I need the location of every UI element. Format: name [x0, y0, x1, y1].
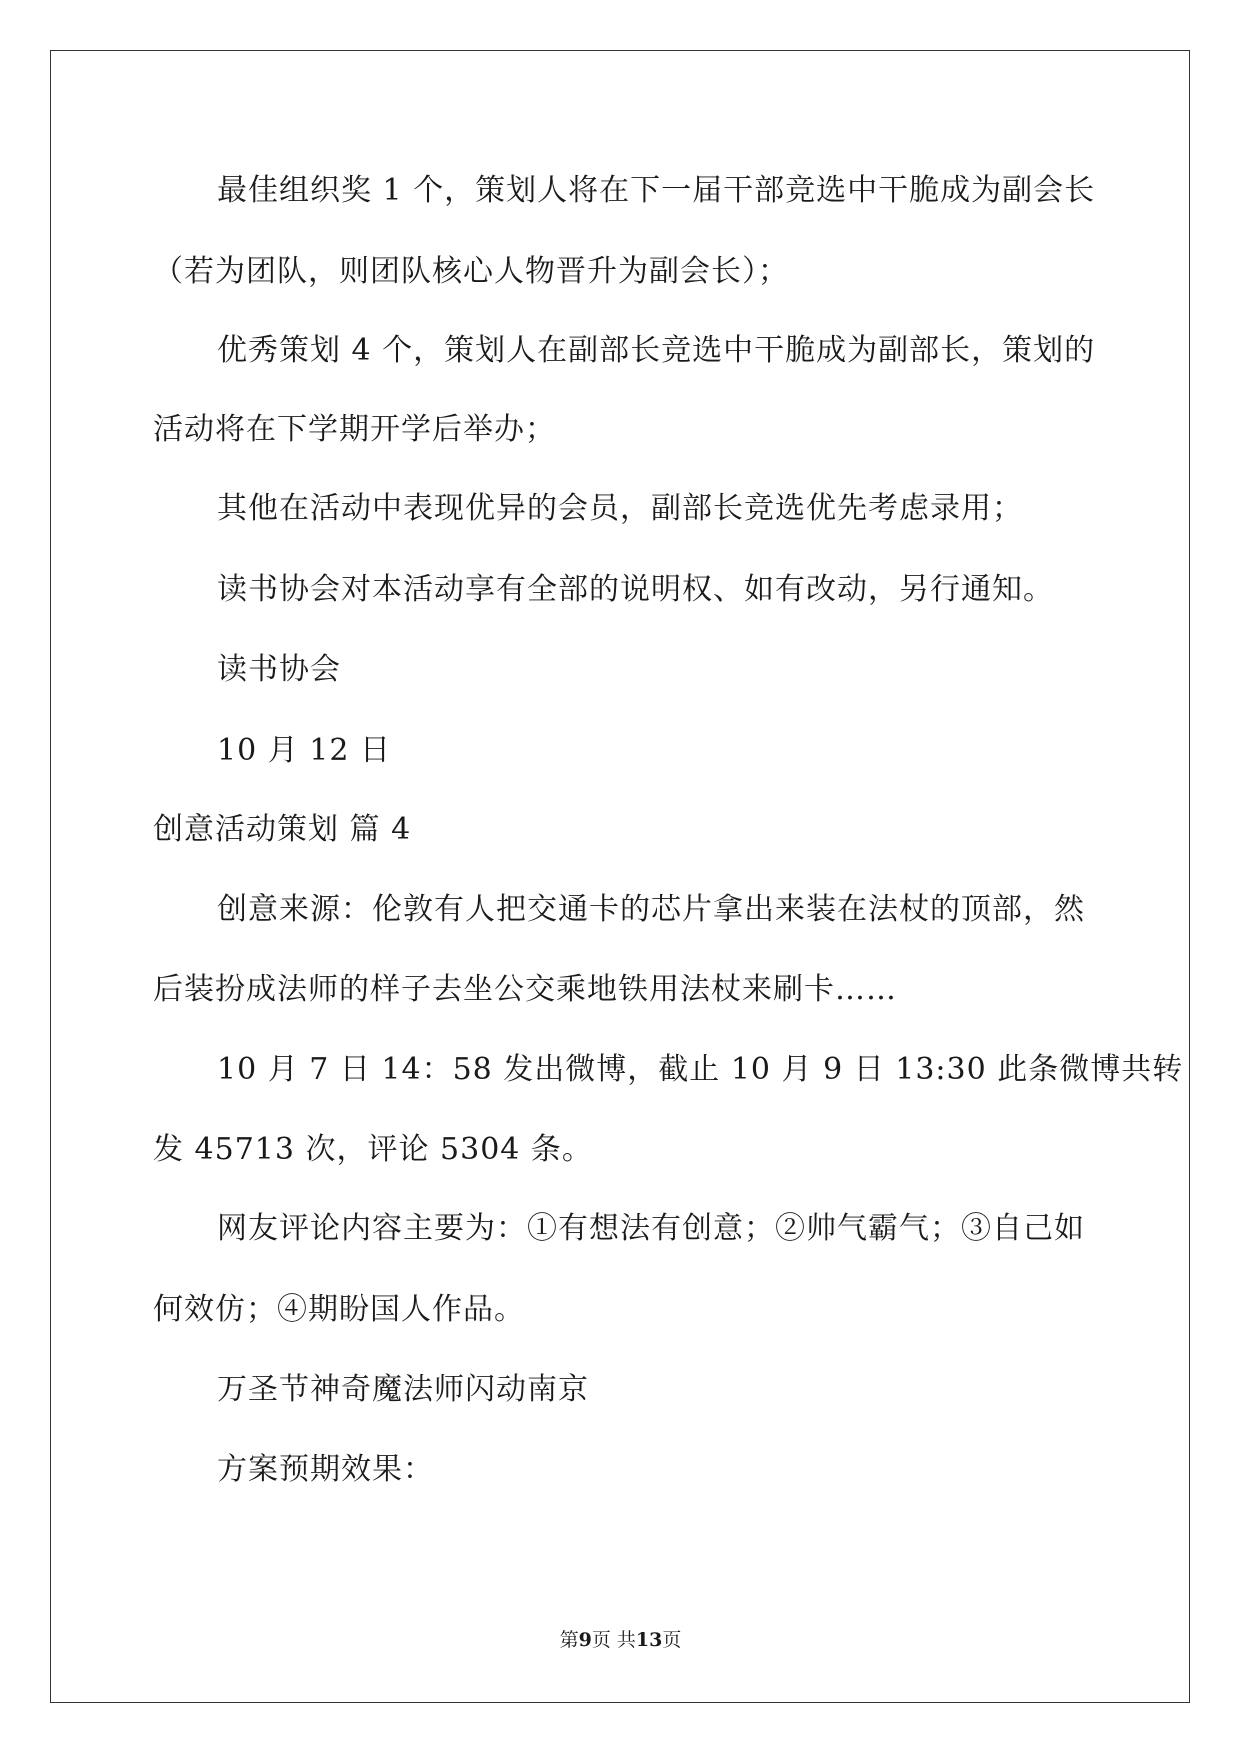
- award-excellent-plan-line-2: 活动将在下学期开学后举办；: [153, 412, 556, 447]
- award-best-organization-line-2: （若为团队，则团队核心人物晋升为副会长）；: [153, 254, 789, 289]
- other-members-paragraph: 其他在活动中表现优异的会员，副部长竞选优先考虑录用；: [217, 491, 1023, 526]
- idea-source-line-2: 后装扮成法师的样子去坐公交乘地铁用法杖来刷卡……: [153, 972, 897, 1007]
- signature-date: 10 月 12 日: [217, 733, 391, 768]
- comments-summary-line-2: 何效仿；④期盼国人作品。: [153, 1292, 525, 1327]
- signature-organization: 读书协会: [217, 652, 341, 687]
- weibo-stats-line-2: 发 45713 次，评论 5304 条。: [153, 1132, 593, 1167]
- idea-source-line-1: 创意来源：伦敦有人把交通卡的芯片拿出来装在法杖的顶部，然: [217, 892, 1085, 927]
- event-title: 万圣节神奇魔法师闪动南京: [217, 1372, 589, 1407]
- expected-effect-heading: 方案预期效果：: [217, 1452, 434, 1487]
- section-heading: 创意活动策划 篇 4: [153, 812, 412, 847]
- comments-summary-line-1: 网友评论内容主要为：①有想法有创意；②帅气霸气；③自己如: [217, 1211, 1085, 1246]
- total-page-number: 13: [635, 1629, 663, 1651]
- footer-suffix: 页: [662, 1629, 682, 1651]
- footer-prefix: 第: [559, 1629, 579, 1651]
- weibo-stats-line-1: 10 月 7 日 14：58 发出微博，截止 10 月 9 日 13:30 此条微博共转: [217, 1052, 1184, 1087]
- rights-notice-paragraph: 读书协会对本活动享有全部的说明权、如有改动，另行通知。: [217, 572, 1054, 607]
- page-number-footer: [0, 1630, 1241, 1650]
- award-best-organization-line-1: 最佳组织奖 1 个，策划人将在下一届干部竞选中干脆成为副会长: [217, 173, 1096, 208]
- footer-mid: 页 共: [591, 1629, 636, 1651]
- current-page-number: 9: [578, 1629, 592, 1651]
- award-excellent-plan-line-1: 优秀策划 4 个，策划人在副部长竞选中干脆成为副部长，策划的: [217, 333, 1096, 368]
